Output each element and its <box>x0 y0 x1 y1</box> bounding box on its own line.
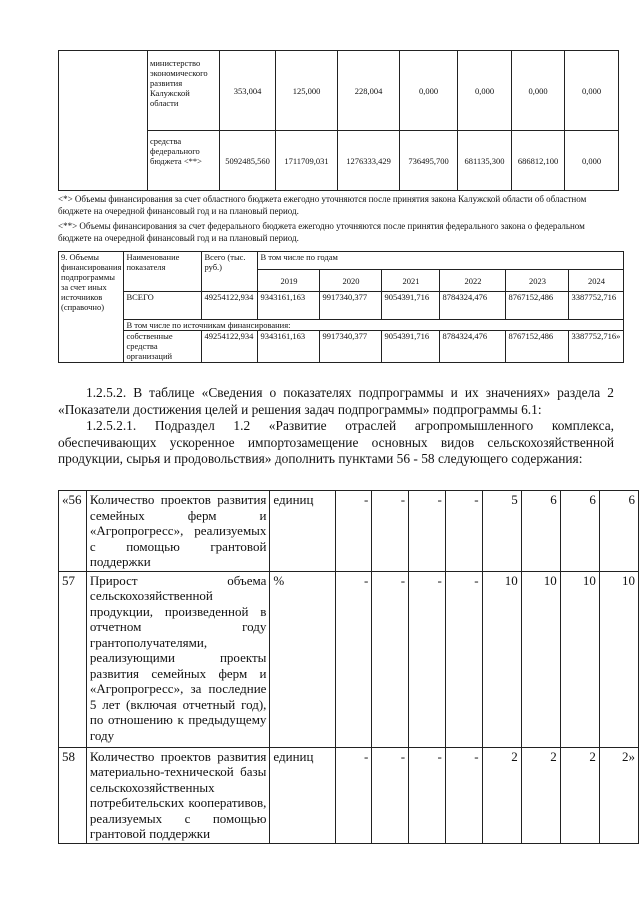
value-cell: 10 <box>482 571 521 747</box>
indicator-name: Прирост объема сельскохозяйственной продукции, произведенной в отчетном году грантополучателями, реализующими проекты развития семейных ферм и «Агропрогресс», за последние 5 лет (включая отчетный год), по отношению к предыдущему году <box>86 571 270 747</box>
value-cell: - <box>445 747 482 843</box>
table-row <box>59 320 624 331</box>
year-header: 2020 <box>320 270 382 292</box>
table-row <box>59 51 619 131</box>
value-cell: 5 <box>482 491 521 572</box>
total-cell: 49254122,934 <box>202 292 258 320</box>
value-cell: - <box>335 571 372 747</box>
value-cell: - <box>335 747 372 843</box>
value-cell: 8767152,486 <box>506 292 569 320</box>
value-cell: 0,000 <box>400 51 458 131</box>
value-cell: - <box>335 491 372 572</box>
value-cell: - <box>372 571 409 747</box>
indicators-table <box>58 490 639 844</box>
row-number: «56 <box>59 491 87 572</box>
table-row <box>59 747 639 843</box>
value-cell: 3387752,716 <box>569 292 624 320</box>
value-cell: 6 <box>599 491 638 572</box>
source-cell: министерство экономического развития Калужской области <box>148 51 220 131</box>
value-cell: 9343161,163 <box>258 292 320 320</box>
total-cell: 353,004 <box>220 51 276 131</box>
year-header: 2023 <box>506 270 569 292</box>
value-cell: 8784324,476 <box>440 292 506 320</box>
row-number: 57 <box>59 571 87 747</box>
total-cell: 49254122,934 <box>202 331 258 363</box>
value-cell: - <box>409 571 446 747</box>
year-header: 2024 <box>569 270 624 292</box>
section-label: 9. Объемы финансирования подпрограммы за счет иных источников (справочно) <box>59 252 124 363</box>
table-row <box>59 292 624 320</box>
value-cell: 686812,100 <box>512 131 565 191</box>
value-cell: 9054391,716 <box>382 331 440 363</box>
other-sources-table <box>58 251 624 363</box>
value-cell: 228,004 <box>338 51 400 131</box>
value-cell: 2» <box>599 747 638 843</box>
value-cell: 6 <box>521 491 560 572</box>
unit-cell: единиц <box>270 747 335 843</box>
unit-cell: единиц <box>270 491 335 572</box>
sources-caption: В том числе по источникам финансирования: <box>124 320 624 331</box>
indicator-name: Количество проектов развития материально-технической базы сельскохозяйственных потребительских кооперативов, реализуемых с помощью грантовой поддержки <box>86 747 270 843</box>
indicator-name: Количество проектов развития семейных ферм и «Агропрогресс», реализуемых с помощью грантовой поддержки <box>86 491 270 572</box>
value-cell: 2 <box>482 747 521 843</box>
value-cell: 3387752,716» <box>569 331 624 363</box>
value-cell: 0,000 <box>512 51 565 131</box>
value-cell: 2 <box>560 747 599 843</box>
unit-cell: % <box>270 571 335 747</box>
value-cell: 10 <box>599 571 638 747</box>
value-cell: 125,000 <box>276 51 338 131</box>
value-cell: 9054391,716 <box>382 292 440 320</box>
total-cell: 5092485,560 <box>220 131 276 191</box>
value-cell: 8784324,476 <box>440 331 506 363</box>
value-cell: 10 <box>560 571 599 747</box>
value-cell: 9917340,377 <box>320 331 382 363</box>
value-cell: 9917340,377 <box>320 292 382 320</box>
year-header: 2022 <box>440 270 506 292</box>
value-cell: - <box>372 747 409 843</box>
header-years: В том числе по годам <box>258 252 624 270</box>
year-header: 2019 <box>258 270 320 292</box>
value-cell: 736495,700 <box>400 131 458 191</box>
paragraph-1-2-5-2-1: 1.2.5.2.1. Подраздел 1.2 «Развитие отраслей агропромышленного комплекса, обеспечивающих ускоренное импортозамещение основных видов сельскохозяйственной продукции, сырья и продовольствия» дополнить пунктами 56 - 58 следующего содержания: <box>58 418 614 466</box>
header-total: Всего (тыс. руб.) <box>202 252 258 292</box>
value-cell: - <box>445 491 482 572</box>
value-cell: 8767152,486 <box>506 331 569 363</box>
financing-table-top <box>58 50 619 191</box>
value-cell: 0,000 <box>565 131 619 191</box>
value-cell: 1711709,031 <box>276 131 338 191</box>
row-name: собственные средства организаций <box>124 331 202 363</box>
paragraph-1-2-5-2: 1.2.5.2. В таблице «Сведения о показателях подпрограммы и их значениях» раздела 2 «Показатели достижения целей и решения задач подпрограммы» подпрограммы 6.1: <box>58 385 614 417</box>
value-cell: - <box>409 747 446 843</box>
footnote-federal: <**> Объемы финансирования за счет федерального бюджета ежегодно уточняются после принятия федерального закона о федеральном бюджете на очередной финансовый год и на плановый период. <box>58 221 585 243</box>
table-row <box>59 491 639 572</box>
row-number: 58 <box>59 747 87 843</box>
footnote-regional: <*> Объемы финансирования за счет областного бюджета ежегодно уточняются после принятия закона Калужской области об областном бюджете на очередной финансовый год и на плановый период. <box>58 194 587 216</box>
value-cell: - <box>409 491 446 572</box>
value-cell: 0,000 <box>458 51 512 131</box>
table-row <box>59 571 639 747</box>
value-cell: - <box>372 491 409 572</box>
year-header: 2021 <box>382 270 440 292</box>
value-cell: - <box>445 571 482 747</box>
value-cell: 9343161,163 <box>258 331 320 363</box>
empty-cell <box>59 51 148 191</box>
value-cell: 1276333,429 <box>338 131 400 191</box>
value-cell: 681135,300 <box>458 131 512 191</box>
table-row <box>59 252 624 270</box>
row-name: ВСЕГО <box>124 292 202 320</box>
source-cell: средства федерального бюджета <**> <box>148 131 220 191</box>
header-name: Наименование показателя <box>124 252 202 292</box>
value-cell: 0,000 <box>565 51 619 131</box>
value-cell: 10 <box>521 571 560 747</box>
table-row <box>59 331 624 363</box>
value-cell: 2 <box>521 747 560 843</box>
value-cell: 6 <box>560 491 599 572</box>
